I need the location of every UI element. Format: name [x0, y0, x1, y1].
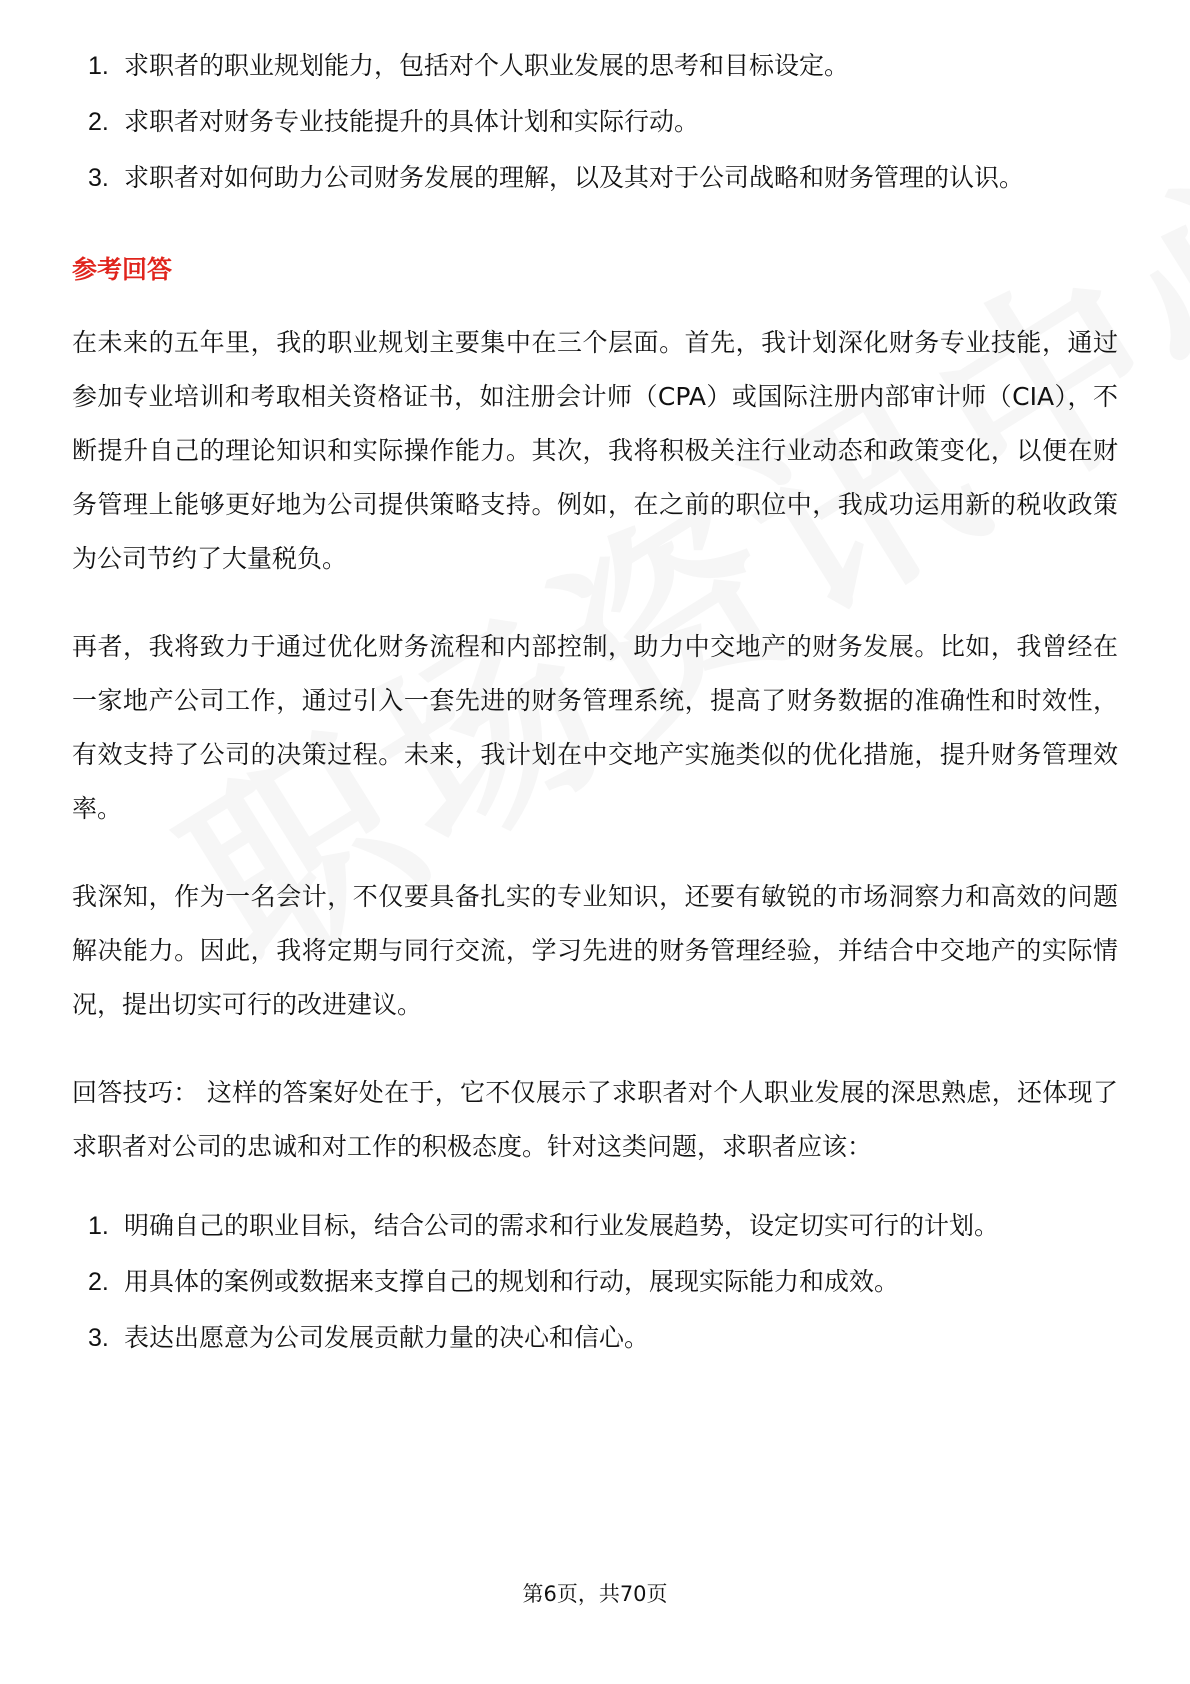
page-footer: 第6页，共70页: [522, 1582, 668, 1606]
list-item: [72, 1198, 1118, 1254]
list-text: 求职者对财务专业技能提升的具体计划和实际行动。: [124, 107, 700, 136]
list-text: 明确自己的职业目标，结合公司的需求和行业发展趋势，设定切实可行的计划。: [124, 1211, 1000, 1240]
list-number: 3.: [88, 1324, 109, 1352]
list-item: [72, 38, 1118, 94]
list-number: 1.: [88, 1212, 109, 1240]
list-number: 1.: [88, 52, 109, 80]
list-item: [72, 150, 1118, 206]
list-item: [72, 94, 1118, 150]
list-text: 表达出愿意为公司发展贡献力量的决心和信心。: [124, 1323, 650, 1352]
page-content: [72, 38, 1118, 1366]
list-number: 2.: [88, 1268, 109, 1296]
list-text: 求职者的职业规划能力，包括对个人职业发展的思考和目标设定。: [124, 51, 850, 80]
answer-paragraph: 我深知，作为一名会计，不仅要具备扎实的专业知识，还要有敏锐的市场洞察力和高效的问题解决能力。因此，我将定期与同行交流，学习先进的财务管理经验，并结合中交地产的实际情况，提出切实可行的改进建议。: [72, 882, 1118, 1019]
section-heading: 参考回答: [72, 255, 173, 284]
list-item: [72, 1254, 1118, 1310]
list-number: 2.: [88, 108, 109, 136]
criteria-list: [72, 38, 1118, 206]
list-number: 3.: [88, 164, 109, 192]
answer-paragraph: 在未来的五年里，我的职业规划主要集中在三个层面。首先，我计划深化财务专业技能，通过参加专业培训和考取相关资格证书，如注册会计师（CPA）或国际注册内部审计师（CIA），不断提升自己的理论知识和实际操作能力。其次，我将积极关注行业动态和政策变化，以便在财务管理上能够更好地为公司提供策略支持。例如，在之前的职位中，我成功运用新的税收政策为公司节约了大量税负。: [72, 328, 1118, 573]
tips-list: [72, 1198, 1118, 1366]
list-text: 用具体的案例或数据来支撑自己的规划和行动，展现实际能力和成效。: [124, 1267, 900, 1296]
list-item: [72, 1310, 1118, 1366]
answer-paragraph: 再者，我将致力于通过优化财务流程和内部控制，助力中交地产的财务发展。比如，我曾经在一家地产公司工作，通过引入一套先进的财务管理系统，提高了财务数据的准确性和时效性，有效支持了公司的决策过程。未来，我计划在中交地产实施类似的优化措施，提升财务管理效率。: [72, 632, 1118, 823]
list-text: 求职者对如何助力公司财务发展的理解，以及其对于公司战略和财务管理的认识。: [124, 163, 1025, 192]
tips-paragraph: 回答技巧： 这样的答案好处在于，它不仅展示了求职者对个人职业发展的深思熟虑，还体现了求职者对公司的忠诚和对工作的积极态度。针对这类问题，求职者应该：: [72, 1078, 1118, 1161]
